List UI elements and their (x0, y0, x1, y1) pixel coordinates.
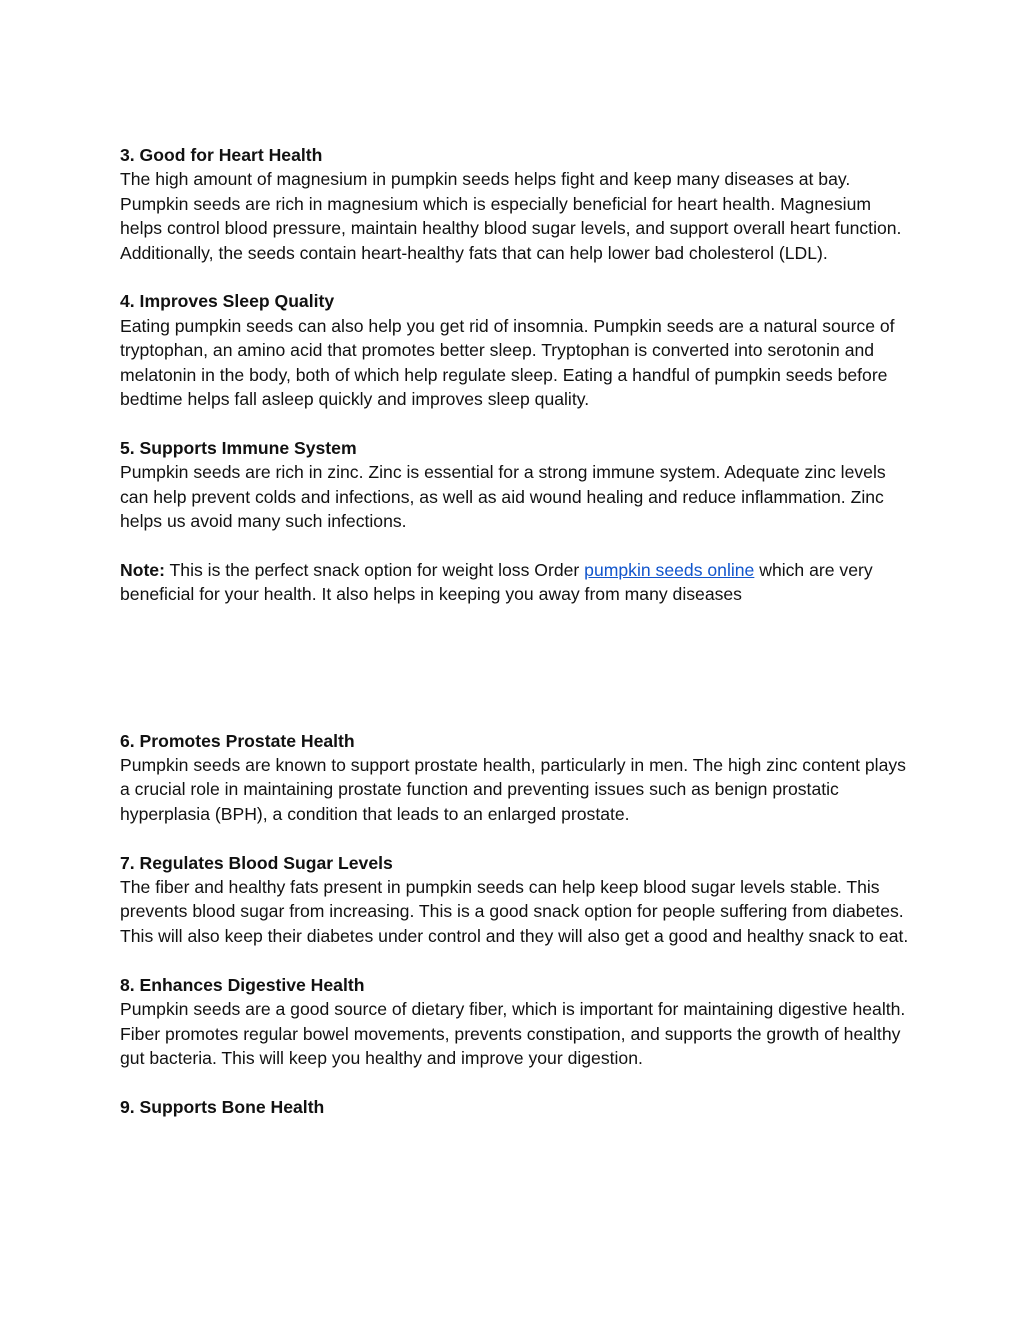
section-body: Pumpkin seeds are a good source of dietary fiber, which is important for maintaining digestive health. Fiber promotes regular bowel movements, prevents constipation, and supports the growth of healthy gut bacteria. This will keep you healthy and improve your digestion. (120, 999, 906, 1068)
note-label: Note: (120, 559, 165, 580)
page-gap (120, 631, 910, 729)
section-blood-sugar (120, 851, 910, 949)
pumpkin-seeds-online-link[interactable]: pumpkin seeds online (584, 559, 755, 580)
section-body: Pumpkin seeds are rich in zinc. Zinc is essential for a strong immune system. Adequate zinc levels can help prevent colds and infections, as well as aid wound healing and reduce inflammation. Zinc helps us avoid many such infections. (120, 462, 886, 532)
section-heading: 7. Regulates Blood Sugar Levels (120, 852, 393, 873)
section-heading: 4. Improves Sleep Quality (120, 291, 335, 312)
note-text-after: which are very beneficial for your health. It also helps in keeping you away from many diseases (120, 559, 873, 605)
note-text-before: This is the perfect snack option for weight loss Order (164, 559, 585, 580)
section-body: Pumpkin seeds are known to support prostate health, particularly in men. The high zinc content plays a crucial role in maintaining prostate function and preventing issues such as benign prostatic hyperplasia (BPH), a condition that leads to an enlarged prostate. (120, 755, 906, 824)
section-body: Eating pumpkin seeds can also help you get rid of insomnia. Pumpkin seeds are a natural source of tryptophan, an amino acid that promotes better sleep. Tryptophan is converted into serotonin and melatonin in the body, both of which help regulate sleep. Eating a handful of pumpkin seeds before bedtime helps fall asleep quickly and improves sleep quality. (120, 315, 895, 410)
section-sleep-quality (120, 289, 910, 411)
note-paragraph (120, 558, 910, 607)
section-heading: 8. Enhances Digestive Health (120, 974, 365, 995)
section-bone-health (120, 1095, 910, 1119)
section-heart-health (120, 143, 910, 265)
section-heading: 6. Promotes Prostate Health (120, 730, 355, 751)
section-prostate-health (120, 729, 910, 827)
section-heading: 9. Supports Bone Health (120, 1096, 325, 1117)
section-immune-system (120, 436, 910, 534)
document-page (120, 143, 910, 1144)
section-heading: 3. Good for Heart Health (120, 145, 323, 165)
section-body: The fiber and healthy fats present in pumpkin seeds can help keep blood sugar levels stable. This prevents blood sugar from increasing. This is a good snack option for people suffering from diabetes. This will also keep their diabetes under control and they will also get a good and healthy snack to eat. (120, 877, 909, 946)
section-body: The high amount of magnesium in pumpkin seeds helps fight and keep many diseases at bay. Pumpkin seeds are rich in magnesium which is especially beneficial for heart health. Magnesium helps control blood pressure, maintain healthy blood sugar levels, and support overall heart function. Additionally, the seeds contain heart-healthy fats that can help lower bad cholesterol (LDL). (120, 169, 902, 263)
section-digestive-health (120, 973, 910, 1071)
section-heading: 5. Supports Immune System (120, 437, 357, 458)
